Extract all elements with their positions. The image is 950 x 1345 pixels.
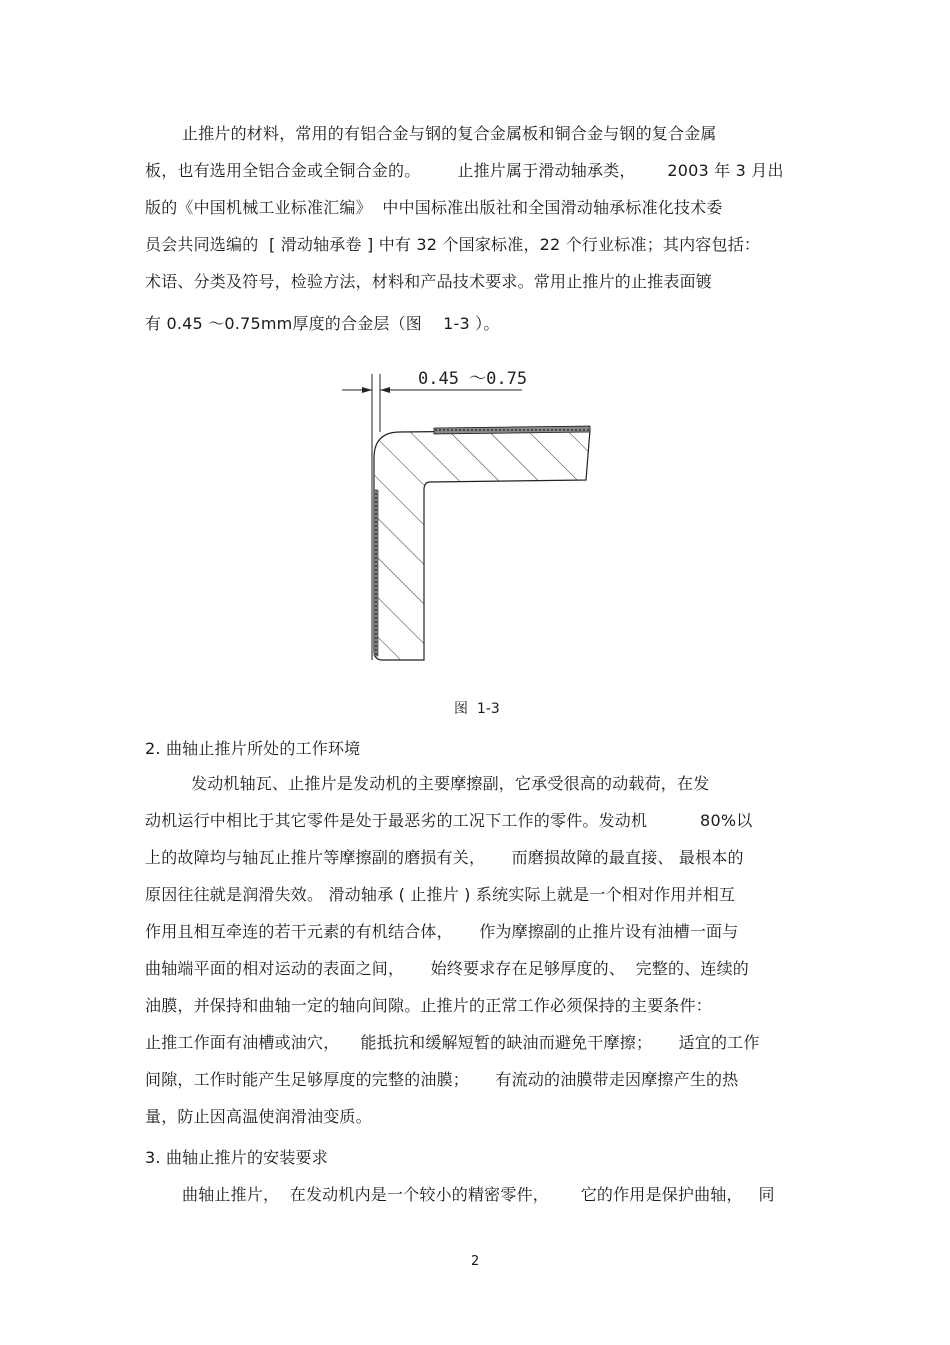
section3-line-1: 曲轴止推片， 在发动机内是一个较小的精密零件， 它的作用是保护曲轴， 同: [182, 1185, 775, 1204]
section2-line-7: 油膜，并保持和曲轴一定的轴向间隙。止推片的正常工作必须保持的主要条件：: [145, 996, 713, 1015]
coating-layer-side: [374, 490, 378, 656]
para1-line-5: 术语、分类及符号，检验方法，材料和产品技术要求。常用止推片的止推表面镀: [145, 272, 713, 291]
section2-line-4: 原因往往就是润滑失效。 滑动轴承 ( 止推片 ) 系统实际上就是一个相对作用并相互: [145, 885, 736, 904]
section-2-heading: 2. 曲轴止推片所处的工作环境: [145, 739, 361, 758]
section2-line-5: 作用且相互牵连的若干元素的有机结合体， 作为摩擦副的止推片设有油槽一面与: [145, 922, 739, 941]
section2-line-3: 上的故障均与轴瓦止推片等摩擦副的磨损有关， 而磨损故障的最直接、 最根本的: [145, 848, 744, 867]
section2-line-9: 间隙，工作时能产生足够厚度的完整的油膜； 有流动的油膜带走因摩擦产生的热: [145, 1070, 739, 1089]
para1-line-2: 板，也有选用全铝合金或全铜合金的。 止推片属于滑动轴承类， 2003 年 3 月出: [145, 161, 784, 180]
para1-line-1: 止推片的材料，常用的有铝合金与钢的复合金属板和铜合金与钢的复合金属: [182, 124, 717, 143]
para1-line-6: 有 0.45 ～0.75mm厚度的合金层（图 1-3 ）。: [145, 314, 500, 333]
section2-line-8: 止推工作面有油槽或油穴， 能抵抗和缓解短暂的缺油而避免干摩擦； 适宜的工作: [145, 1033, 760, 1052]
dimension-label: 0.45 ～0.75: [418, 369, 528, 389]
washer-section: [374, 430, 590, 660]
section2-line-2: 动机运行中相比于其它零件是处于最恶劣的工况下工作的零件。发动机 80%以: [145, 811, 753, 830]
section-3-heading: 3. 曲轴止推片的安装要求: [145, 1148, 328, 1167]
para1-line-3: 版的《中国机械工业标准汇编》 中中国标准出版社和全国滑动轴承标准化技术委: [145, 198, 723, 217]
thrust-washer-section-figure: [338, 360, 600, 670]
section2-line-6: 曲轴端平面的相对运动的表面之间， 始终要求存在足够厚度的、 完整的、连续的: [145, 959, 750, 978]
para1-line-4: 员会共同选编的 [ 滑动轴承卷 ] 中有 32 个国家标准，22 个行业标准；其内容包括：: [145, 235, 761, 254]
figure-caption: 图 1-3: [454, 701, 500, 717]
section2-line-10: 量，防止因高温使润滑油变质。: [145, 1107, 372, 1126]
page-number: 2: [471, 1254, 480, 1269]
section2-line-1: 发动机轴瓦、止推片是发动机的主要摩擦副，它承受很高的动载荷，在发: [191, 774, 710, 793]
